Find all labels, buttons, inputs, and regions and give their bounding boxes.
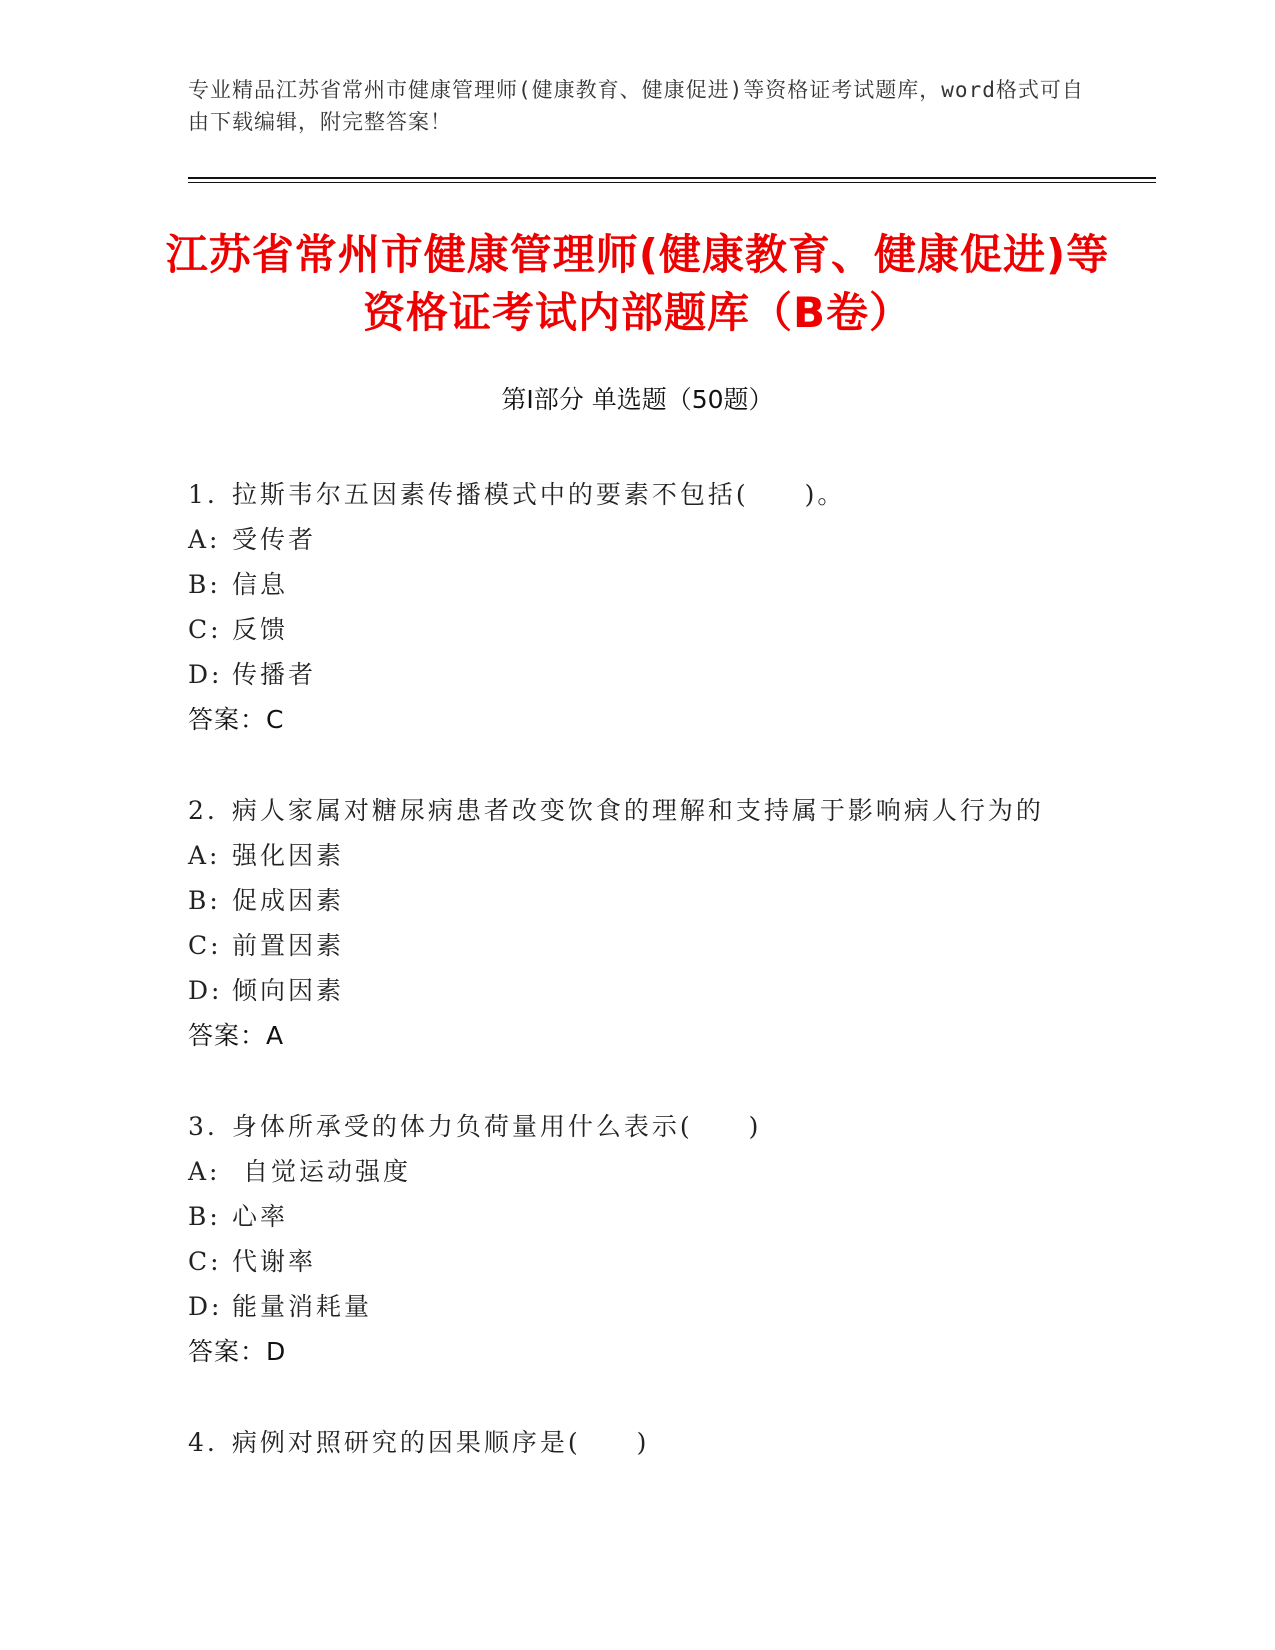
option-key: C: (188, 931, 222, 960)
option-key: D: (188, 660, 223, 689)
option-text: 能量消耗量 (232, 1292, 373, 1321)
option-c (188, 1239, 1148, 1284)
option-text: 代谢率 (232, 1247, 317, 1276)
option-c (188, 923, 1148, 968)
question-number: 4. (188, 1428, 218, 1457)
question-text: 身体所承受的体力负荷量用什么表示( ) (231, 1112, 762, 1141)
option-text: 促成因素 (232, 886, 345, 915)
answer-label: 答案： (188, 1021, 267, 1050)
option-b (188, 1194, 1148, 1239)
question-number: 3. (188, 1112, 218, 1141)
answer-value: C (266, 705, 285, 734)
answer-line (188, 1329, 1148, 1374)
answer-line (188, 697, 1148, 742)
option-key: A: (188, 1157, 221, 1186)
option-text: 前置因素 (232, 931, 345, 960)
question-text: 病人家属对糖尿病患者改变饮食的理解和支持属于影响病人行为的 (231, 796, 1044, 825)
answer-label: 答案： (188, 705, 267, 734)
question-list (188, 472, 1148, 1511)
option-key: C: (188, 1247, 222, 1276)
question-3 (188, 1104, 1148, 1374)
option-text: 强化因素 (232, 841, 345, 870)
option-key: B: (188, 570, 221, 599)
option-key: A: (188, 841, 221, 870)
option-b (188, 562, 1148, 607)
option-key: B: (188, 1202, 221, 1231)
question-number: 1. (188, 480, 218, 509)
option-text: 自觉运动强度 (232, 1157, 411, 1186)
option-key: B: (188, 886, 221, 915)
document-title: 江苏省常州市健康管理师(健康教育、健康促进)等资格证考试内部题库（B卷） (165, 230, 1110, 337)
answer-label: 答案： (188, 1337, 267, 1366)
question-number: 2. (188, 796, 218, 825)
question-2 (188, 788, 1148, 1058)
option-text: 心率 (232, 1202, 289, 1231)
option-a (188, 833, 1148, 878)
question-text: 病例对照研究的因果顺序是( ) (231, 1428, 650, 1457)
option-d (188, 968, 1148, 1013)
answer-value: D (266, 1337, 287, 1366)
question-stem (188, 788, 1148, 833)
option-text: 信息 (232, 570, 289, 599)
option-text: 反馈 (232, 615, 289, 644)
option-d (188, 652, 1148, 697)
option-text: 传播者 (232, 660, 317, 689)
option-b (188, 878, 1148, 923)
option-key: A: (188, 525, 221, 554)
question-stem (188, 1420, 1148, 1465)
option-key: D: (188, 976, 223, 1005)
answer-line (188, 1013, 1148, 1058)
section-title: 第Ⅰ部分 单选题（50题） (501, 385, 774, 414)
question-4 (188, 1420, 1148, 1465)
header-divider-thin (188, 182, 1156, 183)
header-note: 专业精品江苏省常州市健康管理师(健康教育、健康促进)等资格证考试题库，word格式可自由下载编辑，附完整答案！ (188, 78, 1084, 134)
question-stem (188, 472, 1148, 517)
option-a (188, 1149, 1148, 1194)
option-a (188, 517, 1148, 562)
option-text: 倾向因素 (232, 976, 345, 1005)
option-key: C: (188, 615, 222, 644)
question-text: 拉斯韦尔五因素传播模式中的要素不包括( )。 (231, 480, 846, 509)
header-divider-thick (188, 177, 1156, 179)
question-stem (188, 1104, 1148, 1149)
option-d (188, 1284, 1148, 1329)
option-c (188, 607, 1148, 652)
answer-value: A (266, 1021, 285, 1050)
question-1 (188, 472, 1148, 742)
option-text: 受传者 (232, 525, 317, 554)
option-key: D: (188, 1292, 223, 1321)
